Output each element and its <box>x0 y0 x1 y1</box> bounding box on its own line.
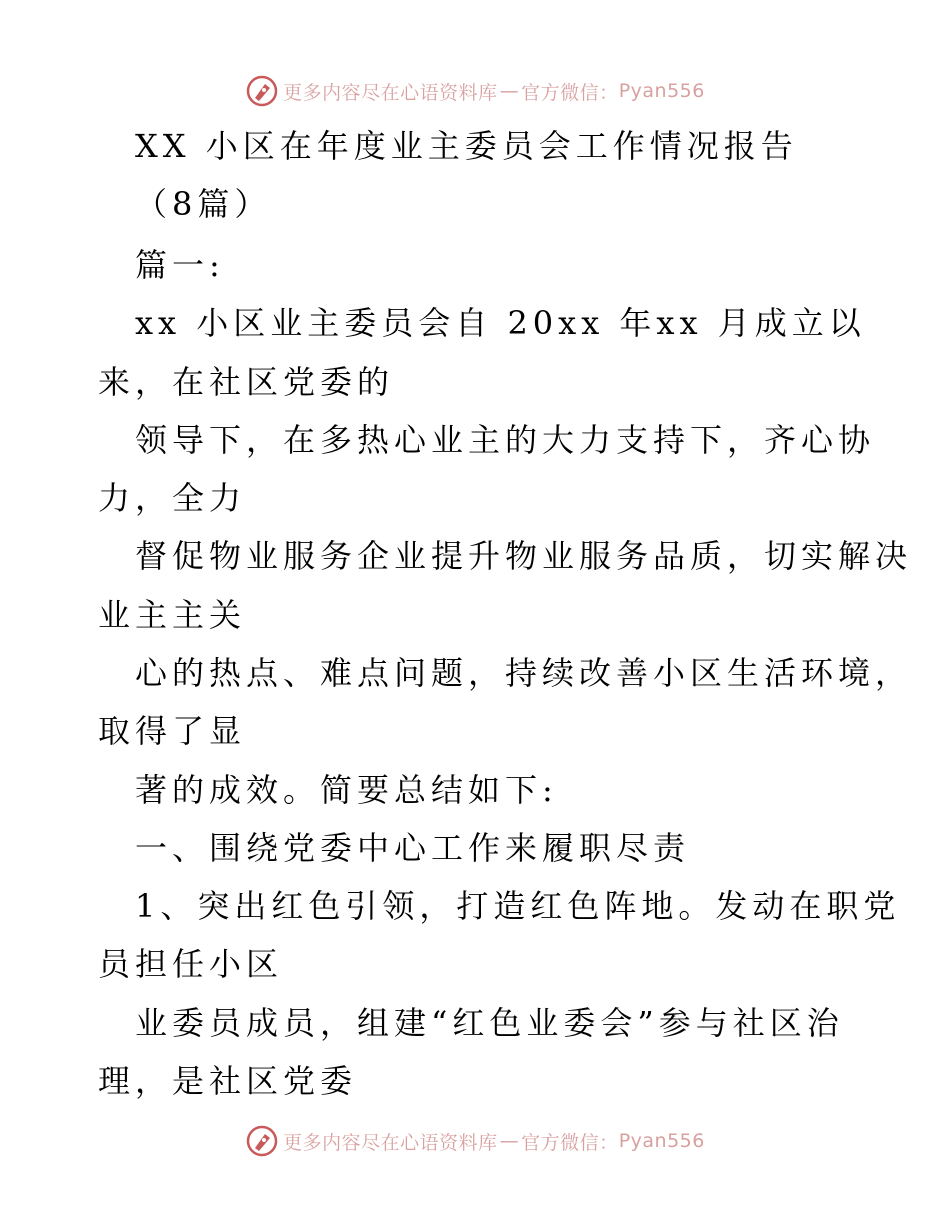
watermark-footer <box>0 1124 950 1158</box>
doc-paragraph-line: 领导下，在多热心业主的大力支持下，齐心协 <box>135 421 876 459</box>
watermark-id: Pyan556 <box>618 1130 705 1152</box>
doc-subheading: 一、围绕党委中心工作来履职尽责 <box>135 829 691 867</box>
watermark-contact: 官方微信： <box>521 81 619 104</box>
watermark-dash: — <box>499 1130 520 1152</box>
doc-paragraph-line: xx 小区业主委员会自 20xx 年xx 月成立以 <box>135 304 866 342</box>
doc-title: XX 小区在年度业主委员会工作情况报告 <box>135 127 798 165</box>
watermark-text: 更多内容尽在心语资料库 <box>283 1131 498 1154</box>
doc-subtitle: （8篇） <box>135 185 272 223</box>
doc-paragraph-line: 员担任小区 <box>98 945 284 983</box>
doc-paragraph-line: 督促物业服务企业提升物业服务品质，切实解决 <box>135 537 913 575</box>
pen-nib-icon <box>245 74 279 108</box>
doc-paragraph-line: 力，全力 <box>98 479 247 517</box>
pen-nib-icon <box>245 1124 279 1158</box>
doc-paragraph-line: 来，在社区党委的 <box>98 363 395 401</box>
doc-paragraph-line: 取得了显 <box>98 712 247 750</box>
doc-paragraph-line: 理，是社区党委 <box>98 1062 358 1100</box>
doc-section-heading: 篇一: <box>135 246 225 284</box>
doc-paragraph-line: 心的热点、难点问题，持续改善小区生活环境， <box>135 654 913 692</box>
watermark-header <box>0 74 950 108</box>
doc-paragraph-line: 1、突出红色引领，打造红色阵地。发动在职党 <box>135 887 901 925</box>
watermark-contact: 官方微信： <box>521 1131 619 1154</box>
watermark-id: Pyan556 <box>618 80 705 102</box>
doc-paragraph-line: 著的成效。简要总结如下: <box>135 771 558 809</box>
watermark-dash: — <box>499 80 520 102</box>
doc-paragraph-line: 业委员成员，组建“红色业委会”参与社区治 <box>135 1004 844 1042</box>
doc-paragraph-line: 业主主关 <box>98 596 247 634</box>
watermark-text: 更多内容尽在心语资料库 <box>283 81 498 104</box>
